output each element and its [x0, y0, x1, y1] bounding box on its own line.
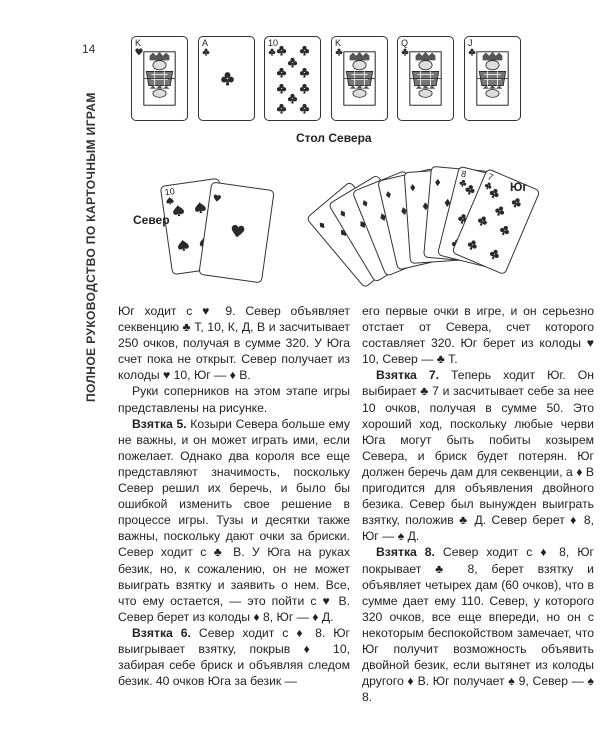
trick-heading: Взятка 7. — [376, 368, 440, 383]
trick-heading: Взятка 8. — [376, 545, 435, 560]
clubs-icon — [202, 48, 210, 56]
north-table-caption: Стол Севера — [296, 131, 372, 145]
spades-icon — [172, 204, 186, 218]
running-title: ПОЛНОЕ РУКОВОДСТВО ПО КАРТОЧНЫМ ИГРАМ — [84, 92, 98, 402]
clubs-icon — [299, 103, 310, 114]
clubs-icon — [498, 223, 512, 237]
card-rank: 7 — [486, 171, 495, 183]
clubs-icon — [276, 45, 287, 56]
clubs-icon — [475, 214, 489, 228]
clubs-icon — [299, 83, 310, 94]
clubs-icon — [268, 48, 276, 56]
court-figure — [409, 51, 442, 106]
card-rank: 10 — [164, 186, 176, 198]
playing-card — [331, 36, 388, 121]
diamonds-icon — [384, 190, 394, 200]
court-figure — [476, 51, 509, 106]
clubs-icon — [276, 83, 287, 94]
paragraph — [118, 625, 350, 689]
text-column-right — [362, 303, 594, 705]
diamonds-icon — [360, 198, 370, 208]
card-rank: 8 — [460, 168, 468, 180]
south-hand-label: Юг — [510, 180, 528, 194]
paragraph — [362, 367, 594, 544]
hearts-icon — [135, 48, 143, 56]
paragraph-text: Север ходит с ♦ 8, Юг покрывает ♣ 8, берет взятку и объявляет четырех дам (60 очков), что в сумме дает ему 110. Север, у которого 320 очков, все еще впереди, но он с некоторым беспокойством замечает, что Юг получит возможность объявить двойной безик, если вытянет из колоды другого ♦ В. Юг получает ♠ 9, Север — ♠ 8. — [362, 545, 594, 705]
text-column-left — [118, 303, 350, 689]
spades-icon — [193, 201, 207, 215]
clubs-icon — [335, 48, 343, 56]
playing-card — [131, 36, 188, 121]
diamonds-icon — [433, 178, 442, 187]
card-rank: A — [202, 38, 209, 48]
clubs-icon — [276, 103, 287, 114]
spades-icon — [176, 239, 190, 253]
hearts-icon — [230, 224, 246, 240]
paragraph-text: Козыри Севера больше ему не важны, и он может играть ими, если пожелает. Однако два короля все еще представляют значимость, поскольку Север решил их беречь, и было бы ошибкой изменить свое решение в процессе игры. Тузы и десятки также важны, поскольку дают очки за бриски. Север ходит с ♣ В. У Юга на руках безик, но, к сожалению, он не может выиграть взятку и заявить о нем. Все, что ему остается, — это пойти с ♥ В. Север берет из колоды ♦ 8, Юг — ♦ Д. — [118, 416, 350, 624]
trick-heading: Взятка 6. — [132, 625, 191, 640]
card-rank: K — [335, 38, 342, 48]
page-number: 14 — [82, 42, 96, 56]
north-hand-label: Север — [133, 213, 170, 227]
playing-card — [264, 36, 321, 121]
paragraph-text: Север ходит с ♦ 8. Юг выигрывает взятку, покрыв ♦ 10, забирая себе бриск и объявляя следом безик. 40 очков Юга за безик — — [118, 625, 350, 689]
clubs-icon — [487, 247, 501, 261]
trick-heading: Взятка 5. — [132, 416, 187, 431]
card-rank: Q — [401, 38, 409, 48]
card-rank: J — [468, 38, 473, 48]
paragraph: его первые очки в игре, и он серьезно отстает от Севера, счет которого составляет 320. Юг берет из колоды ♥ 10, Север — ♣ Т. — [362, 304, 594, 367]
card-rank: 10 — [268, 38, 279, 48]
playing-card — [397, 36, 454, 121]
diamonds-icon — [337, 208, 348, 219]
clubs-icon — [220, 71, 235, 86]
diamonds-icon — [316, 220, 327, 231]
clubs-icon — [465, 238, 479, 252]
clubs-icon — [276, 67, 287, 78]
paragraph-text: Теперь ходит Юг. Он выбирает ♣ 7 и засчитывает себе за нее 10 очков, получая в сумме 50. Это хороший ход, поскольку любые черви Юга могут быть побиты козырем Севера, и бриск будет потерян. Юг должен беречь дам для секвенции, а ♦ В пригодится для объявления двойного безика. Север был вынужден выиграть взятку, положив ♣ Д. Север берет ♦ 8, Юг — ♠ Д. — [362, 368, 594, 544]
playing-card — [198, 181, 274, 283]
clubs-icon — [299, 45, 310, 56]
paragraph: Руки соперников на этом этапе игры представлены на рисунке. — [118, 384, 350, 415]
clubs-icon — [287, 57, 298, 68]
diamonds-icon — [408, 183, 417, 192]
paragraph — [362, 544, 594, 705]
spades-icon — [165, 196, 174, 205]
clubs-icon — [401, 48, 409, 56]
clubs-icon — [493, 204, 507, 218]
playing-card — [464, 36, 521, 121]
playing-card — [198, 36, 255, 121]
clubs-icon — [468, 48, 476, 56]
clubs-icon — [509, 195, 523, 209]
clubs-icon — [487, 186, 501, 200]
hearts-icon — [213, 194, 222, 203]
clubs-icon — [287, 93, 298, 104]
court-figure — [343, 51, 376, 106]
paragraph — [118, 416, 350, 625]
court-figure — [143, 51, 176, 106]
paragraph: Юг ходит с ♥ 9. Север объявляет секвенцию ♣ Т, 10, К, Д, В и засчитывает 250 очков, получая в сумме 320. У Юга счет пока не открыт. Север получает из колоды ♥ 10, Юг — ♦ В. — [118, 304, 350, 383]
card-rank: K — [135, 38, 142, 48]
clubs-icon — [299, 67, 310, 78]
